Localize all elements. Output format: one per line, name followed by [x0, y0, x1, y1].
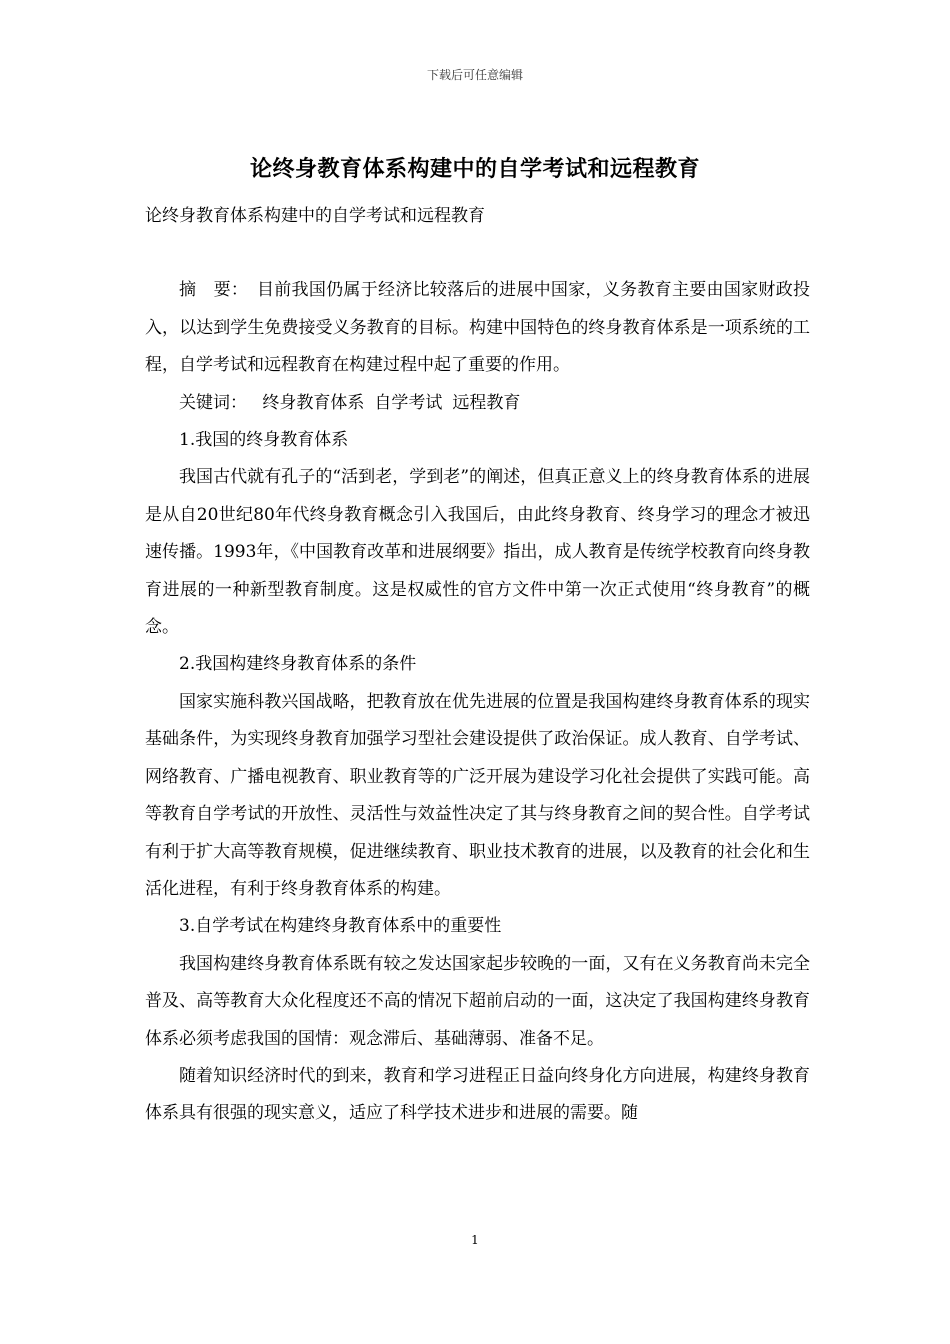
- section-heading: 1.我国的终身教育体系: [179, 430, 349, 451]
- section-heading: 3.自学考试在构建终身教育体系中的重要性: [179, 916, 502, 937]
- body-paragraph: 国家实施科教兴国战略，把教育放在优先进展的位置是我国构建终身教育体系的现实基础条件，为实现终身教育加强学习型社会建设提供了政治保证。成人教育、自学考试、网络教育、广播电视教育、职业教育等的广泛开展为建设学习化社会提供了实践可能。高等教育自学考试的开放性、灵活性与效益性决定了其与终身教育之间的契合性。自学考试有利于扩大高等教育规模，促进继续教育、职业技术教育的进展，以及教育的社会化和生活化进程，有利于终身教育体系的构建。: [145, 691, 810, 899]
- document-body: [145, 198, 810, 1133]
- abstract-label: 摘 要：: [179, 280, 240, 301]
- document-title: 论终身教育体系构建中的自学考试和远程教育: [249, 157, 700, 182]
- keyword: 远程教育: [452, 392, 521, 413]
- keyword: 终身教育体系: [262, 392, 365, 413]
- page-number: 1: [471, 1233, 479, 1247]
- header-note: 下载后可任意编辑: [426, 68, 523, 82]
- section-heading: 2.我国构建终身教育体系的条件: [179, 654, 417, 675]
- body-paragraph: 我国构建终身教育体系既有较之发达国家起步较晚的一面，又有在义务教育尚未完全普及、高等教育大众化程度还不高的情况下超前启动的一面，这决定了我国构建终身教育体系必须考虑我国的国情：观念滞后、基础薄弱、准备不足。: [145, 953, 810, 1049]
- keyword: 自学考试: [374, 392, 443, 413]
- keywords-label: 关键词：: [179, 392, 247, 413]
- subtitle: 论终身教育体系构建中的自学考试和远程教育: [145, 206, 485, 226]
- abstract-text: 目前我国仍属于经济比较落后的进展中国家，义务教育主要由国家财政投入，以达到学生免费接受义务教育的目标。构建中国特色的终身教育体系是一项系统的工程，自学考试和远程教育在构建过程中起了重要的作用。: [145, 280, 811, 376]
- body-paragraph: 我国古代就有孔子的“活到老，学到老”的阐述，但真正意义上的终身教育体系的进展是从自20世纪80年代终身教育概念引入我国后，由此终身教育、终身学习的理念才被迅速传播。1993年，《中国教育改革和进展纲要》指出，成人教育是传统学校教育向终身教育进展的一种新型教育制度。这是权威性的官方文件中第一次正式使用“终身教育”的概念。: [145, 467, 810, 638]
- body-paragraph: 随着知识经济时代的到来，教育和学习进程正日益向终身化方向进展，构建终身教育体系具有很强的现实意义，适应了科学技术进步和进展的需要。随: [145, 1065, 810, 1124]
- abstract-paragraph: [145, 272, 810, 384]
- keywords-line: [145, 385, 810, 422]
